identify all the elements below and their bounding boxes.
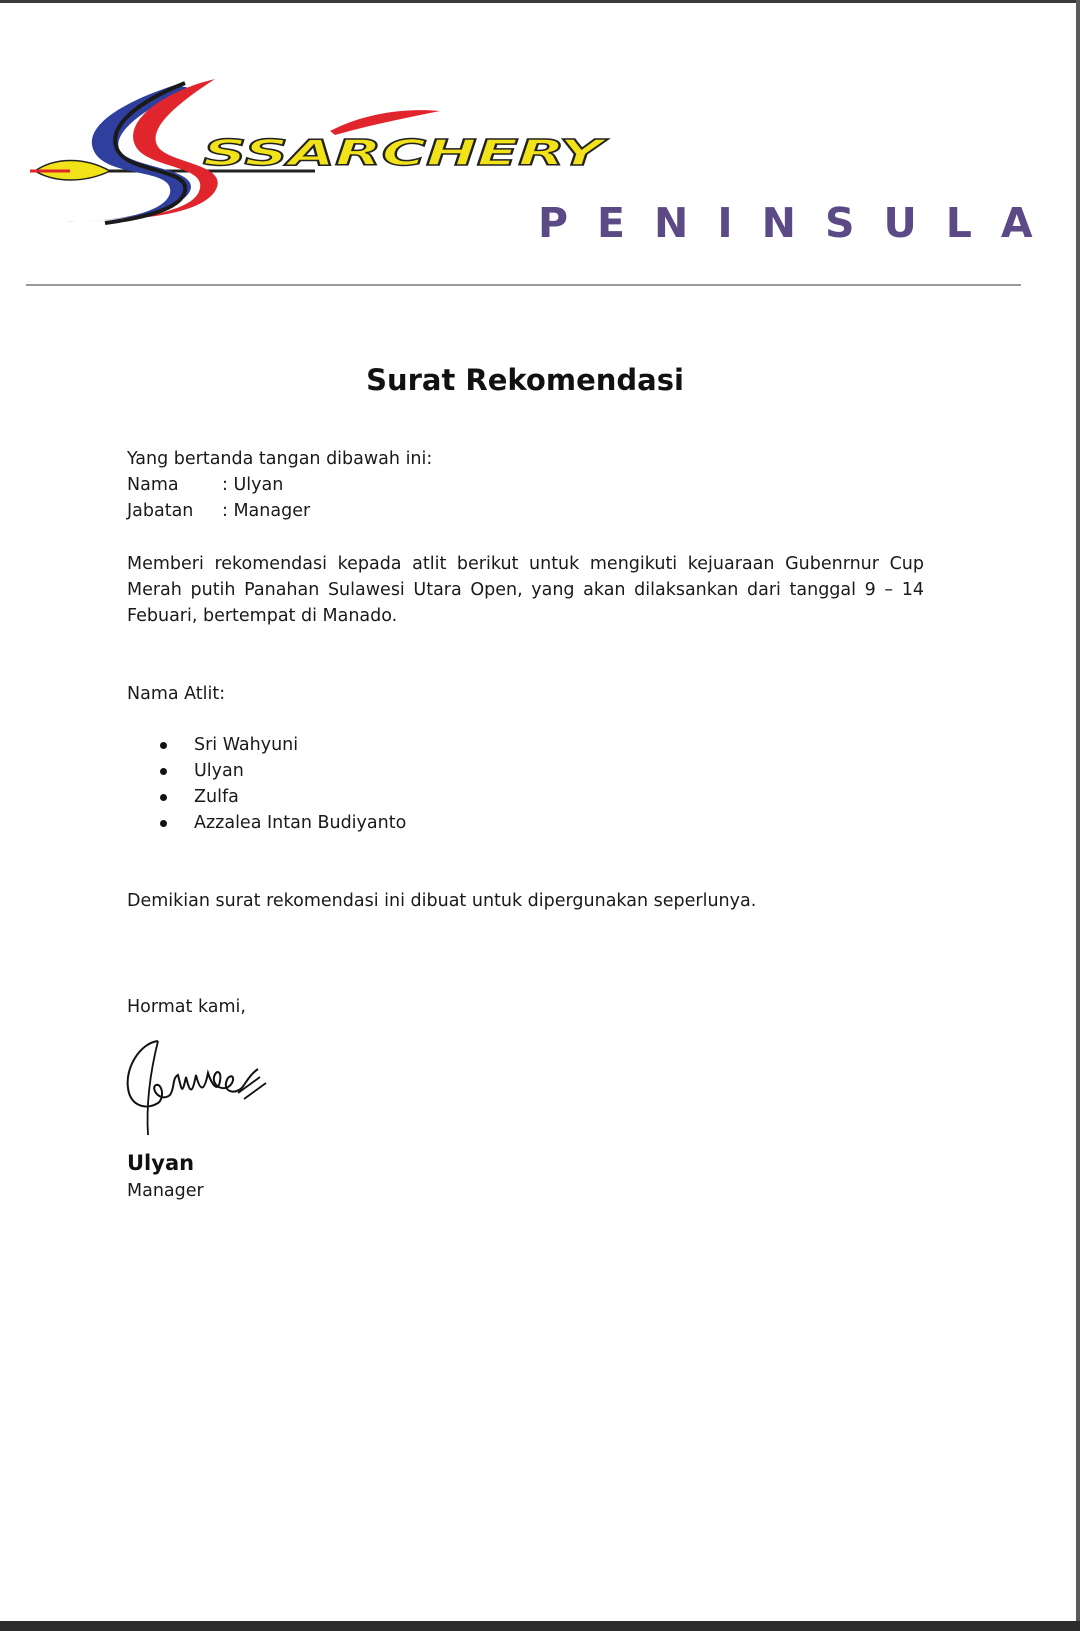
athlete-name: Zulfa — [194, 787, 239, 807]
logo-text: SSARCHERY — [203, 133, 610, 174]
bullet-icon — [160, 742, 167, 749]
athlete-name: Ulyan — [194, 761, 244, 781]
field-row-nama — [127, 472, 924, 498]
signer-name: Ulyan — [127, 1151, 195, 1175]
bullet-icon — [160, 820, 167, 827]
athletes-label: Nama Atlit: — [127, 684, 226, 704]
signatory-block — [127, 446, 924, 524]
athlete-name: Sri Wahyuni — [194, 735, 299, 755]
page-edge — [1076, 0, 1080, 1631]
signer-role: Manager — [127, 1181, 204, 1201]
bottom-bar — [0, 1621, 1080, 1631]
intro-line: Yang bertanda tangan dibawah ini: — [127, 449, 433, 469]
list-item — [160, 732, 406, 758]
bullet-icon — [160, 794, 167, 801]
recommendation-paragraph: Memberi rekomendasi kepada atlit berikut untuk mengikuti kejuaraan Gubenrnur Cup Merah putih Panahan Sulawesi Utara Open, yang akan dilaksankan dari tanggal 9 – 14 Febuari, bertempat di Manado. — [127, 554, 924, 626]
document-page — [0, 3, 1076, 1621]
athletes-list — [160, 732, 406, 836]
field-row-jabatan — [127, 498, 924, 524]
signature-icon — [120, 1033, 270, 1143]
peninsula-subtitle: PENINSULA — [538, 199, 1062, 247]
list-item — [160, 810, 406, 836]
field-value: : Manager — [222, 501, 311, 521]
document-title: Surat Rekomendasi — [366, 363, 684, 397]
athlete-name: Azzalea Intan Budiyanto — [194, 813, 407, 833]
list-item — [160, 758, 406, 784]
field-value: : Ulyan — [222, 475, 284, 495]
field-label: Nama — [127, 475, 179, 495]
regards-line: Hormat kami, — [127, 997, 246, 1017]
bullet-icon — [160, 768, 167, 775]
list-item — [160, 784, 406, 810]
field-label: Jabatan — [127, 501, 194, 521]
header-divider — [26, 284, 1021, 286]
closing-line: Demikian surat rekomendasi ini dibuat untuk dipergunakan seperlunya. — [127, 891, 757, 911]
